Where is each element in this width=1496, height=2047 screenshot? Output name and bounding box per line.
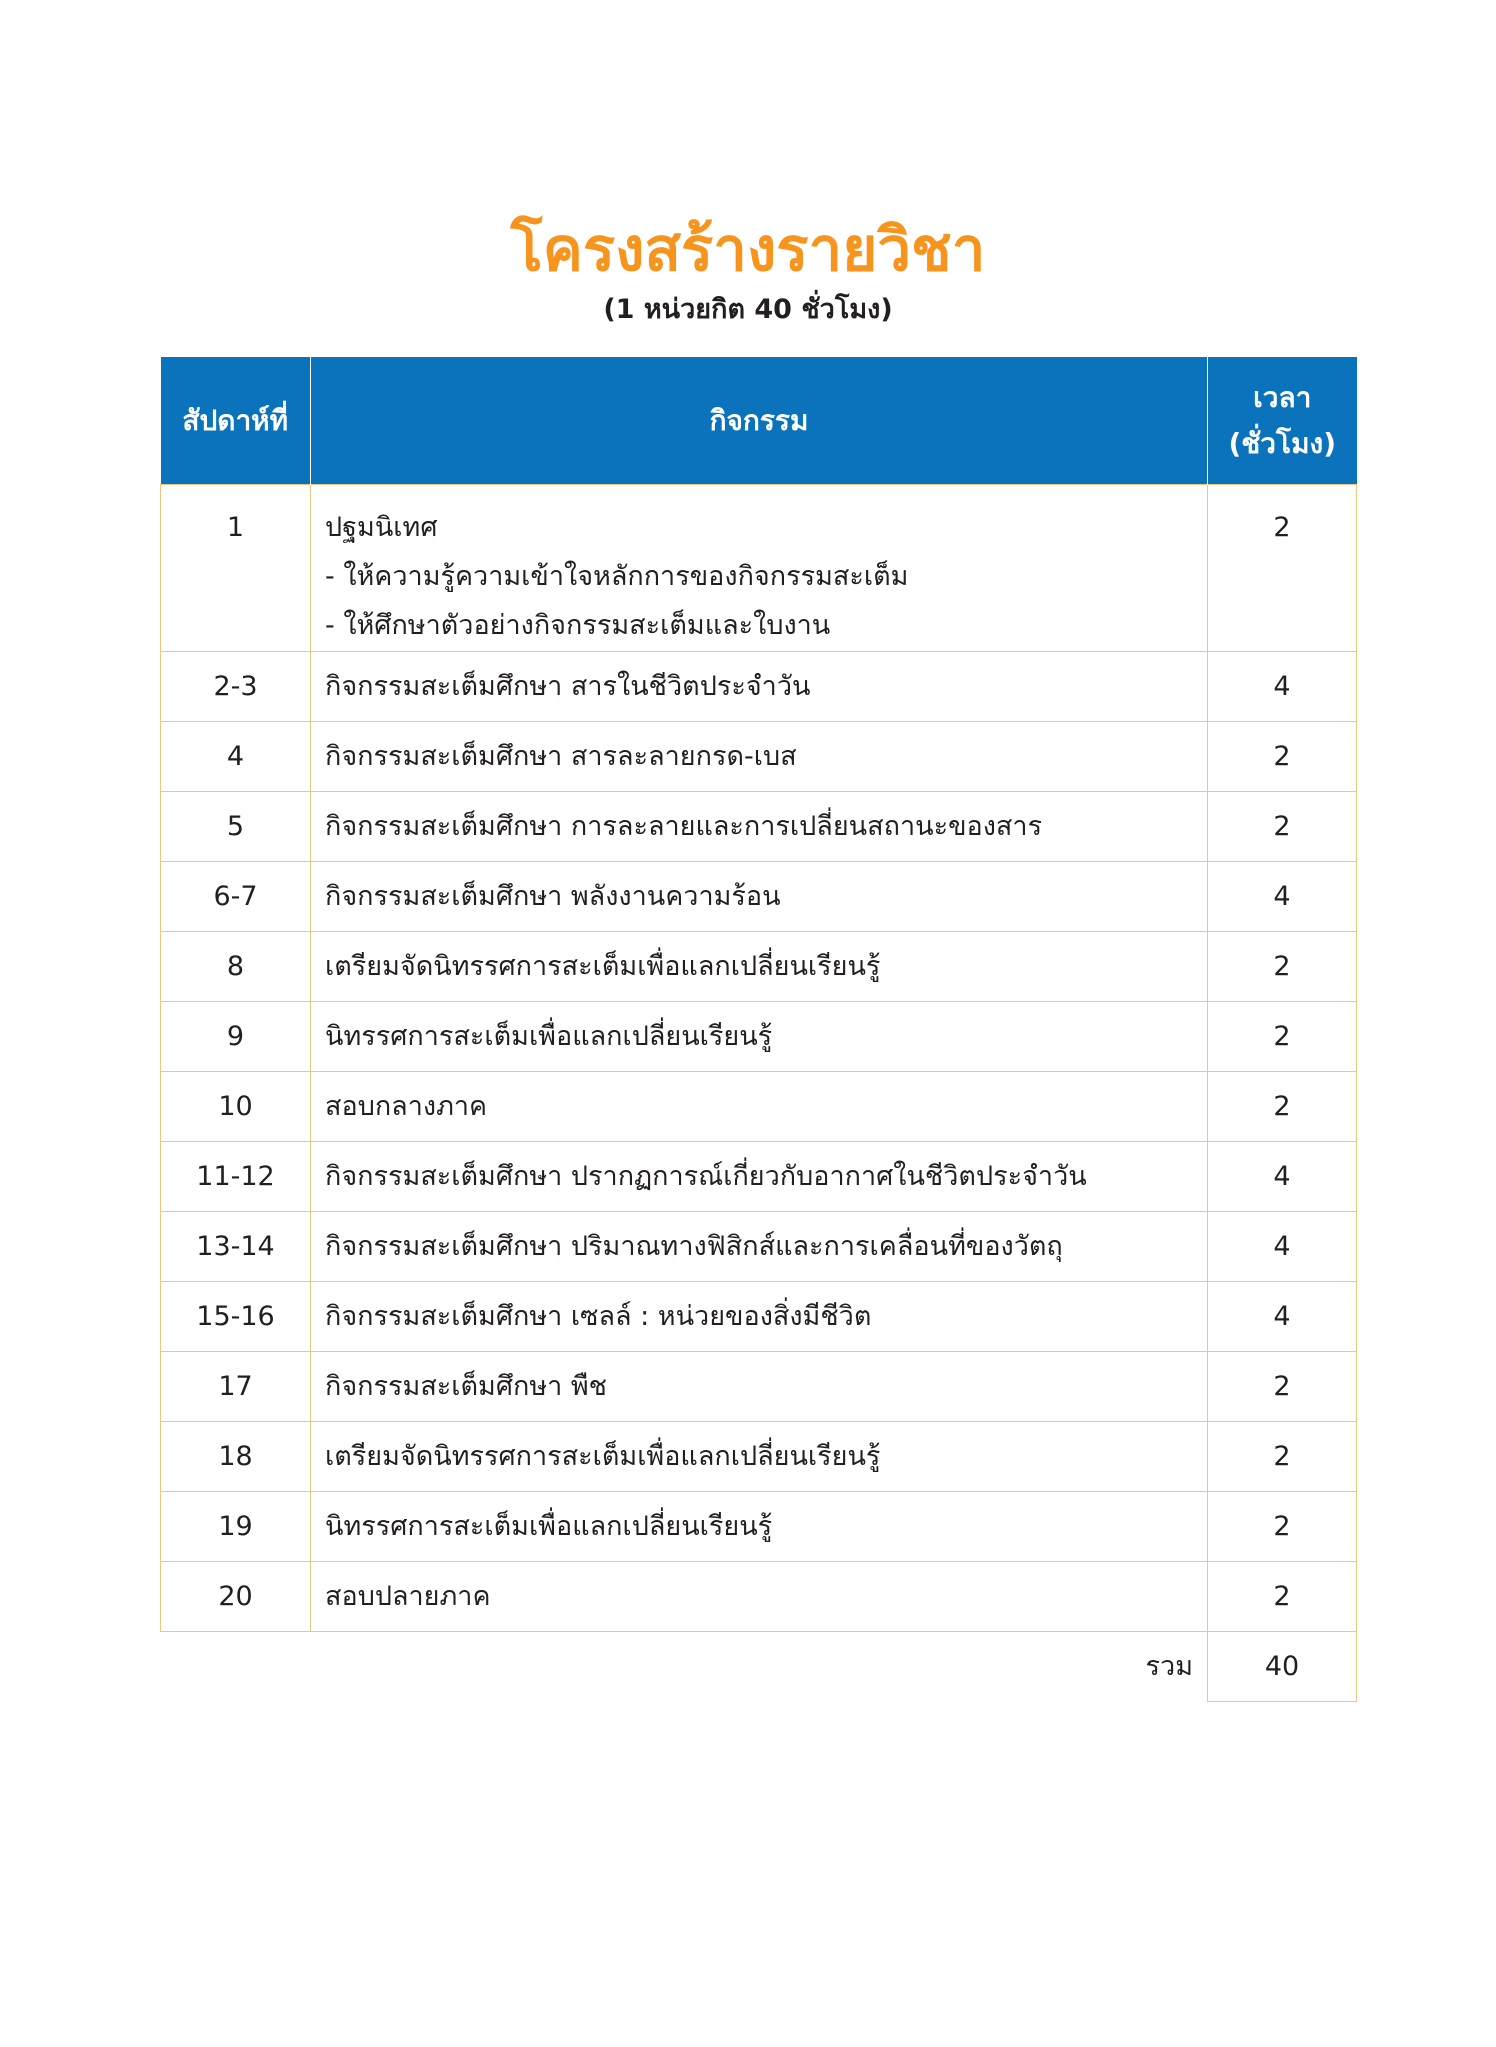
activity-cell: สอบปลายภาค [311, 1562, 1208, 1632]
table-row [161, 862, 1357, 932]
activity-cell: กิจกรรมสะเต็มศึกษา สารละลายกรด-เบส [311, 722, 1208, 792]
activity-cell: เตรียมจัดนิทรรศการสะเต็มเพื่อแลกเปลี่ยนเรียนรู้ [311, 932, 1208, 1002]
activity-cell: กิจกรรมสะเต็มศึกษา พลังงานความร้อน [311, 862, 1208, 932]
hours-cell: 4 [1208, 1142, 1357, 1212]
week-cell: 10 [161, 1072, 311, 1142]
hours-cell: 2 [1208, 792, 1357, 862]
activity-line: - ให้ความรู้ความเข้าใจหลักการของกิจกรรมสะเต็ม [325, 561, 909, 592]
header-hours-line1: เวลา [1253, 380, 1312, 414]
hours-cell: 2 [1208, 1072, 1357, 1142]
activity-cell: สอบกลางภาค [311, 1072, 1208, 1142]
week-cell: 15-16 [161, 1282, 311, 1352]
week-cell: 20 [161, 1562, 311, 1632]
week-cell: 17 [161, 1352, 311, 1422]
page-subtitle: (1 หน่วยกิต 40 ชั่วโมง) [603, 294, 893, 325]
activity-cell: กิจกรรมสะเต็มศึกษา สารในชีวิตประจำวัน [311, 652, 1208, 722]
table-row [161, 1142, 1357, 1212]
course-structure-table [160, 357, 1357, 1702]
hours-cell: 2 [1208, 1352, 1357, 1422]
week-cell: 9 [161, 1002, 311, 1072]
hours-cell: 2 [1208, 1422, 1357, 1492]
hours-cell: 4 [1208, 1212, 1357, 1282]
total-row [161, 1632, 1357, 1702]
activity-cell [311, 485, 1208, 652]
week-cell: 18 [161, 1422, 311, 1492]
table-row [161, 485, 1357, 652]
header-hours [1208, 357, 1357, 485]
hours-cell: 2 [1208, 1562, 1357, 1632]
total-blank-cell [161, 1632, 311, 1702]
table-row [161, 1072, 1357, 1142]
activity-line: ปฐมนิเทศ [325, 512, 438, 543]
table-header-row [161, 357, 1357, 485]
table-row [161, 1492, 1357, 1562]
week-cell: 19 [161, 1492, 311, 1562]
table-row [161, 1352, 1357, 1422]
week-cell: 2-3 [161, 652, 311, 722]
activity-cell: นิทรรศการสะเต็มเพื่อแลกเปลี่ยนเรียนรู้ [311, 1002, 1208, 1072]
table-row [161, 1422, 1357, 1492]
activity-cell: กิจกรรมสะเต็มศึกษา พืช [311, 1352, 1208, 1422]
week-cell: 1 [161, 485, 311, 652]
hours-cell: 4 [1208, 1282, 1357, 1352]
hours-cell: 2 [1208, 722, 1357, 792]
hours-cell: 2 [1208, 1492, 1357, 1562]
table-row [161, 1282, 1357, 1352]
hours-cell: 2 [1208, 1002, 1357, 1072]
header-hours-line2: (ชั่วโมง) [1228, 426, 1336, 460]
table-row [161, 652, 1357, 722]
table-row [161, 1212, 1357, 1282]
hours-cell: 2 [1208, 485, 1357, 652]
activity-cell: กิจกรรมสะเต็มศึกษา เซลล์ : หน่วยของสิ่งมีชีวิต [311, 1282, 1208, 1352]
table-row [161, 932, 1357, 1002]
total-label: รวม [311, 1632, 1208, 1702]
activity-cell: เตรียมจัดนิทรรศการสะเต็มเพื่อแลกเปลี่ยนเรียนรู้ [311, 1422, 1208, 1492]
activity-cell: กิจกรรมสะเต็มศึกษา ปริมาณทางฟิสิกส์และการเคลื่อนที่ของวัตถุ [311, 1212, 1208, 1282]
activity-cell: นิทรรศการสะเต็มเพื่อแลกเปลี่ยนเรียนรู้ [311, 1492, 1208, 1562]
table-row [161, 1562, 1357, 1632]
page-title: โครงสร้างรายวิชา [510, 215, 986, 285]
header-week: สัปดาห์ที่ [161, 357, 311, 485]
hours-cell: 4 [1208, 862, 1357, 932]
week-cell: 5 [161, 792, 311, 862]
week-cell: 6-7 [161, 862, 311, 932]
week-cell: 11-12 [161, 1142, 311, 1212]
hours-cell: 2 [1208, 932, 1357, 1002]
week-cell: 13-14 [161, 1212, 311, 1282]
week-cell: 4 [161, 722, 311, 792]
table-row [161, 792, 1357, 862]
header-activity: กิจกรรม [311, 357, 1208, 485]
activity-cell: กิจกรรมสะเต็มศึกษา การละลายและการเปลี่ยนสถานะของสาร [311, 792, 1208, 862]
week-cell: 8 [161, 932, 311, 1002]
hours-cell: 4 [1208, 652, 1357, 722]
total-value: 40 [1208, 1632, 1357, 1702]
activity-line: - ให้ศึกษาตัวอย่างกิจกรรมสะเต็มและใบงาน [325, 610, 831, 641]
table-row [161, 1002, 1357, 1072]
table-row [161, 722, 1357, 792]
activity-cell: กิจกรรมสะเต็มศึกษา ปรากฏการณ์เกี่ยวกับอากาศในชีวิตประจำวัน [311, 1142, 1208, 1212]
